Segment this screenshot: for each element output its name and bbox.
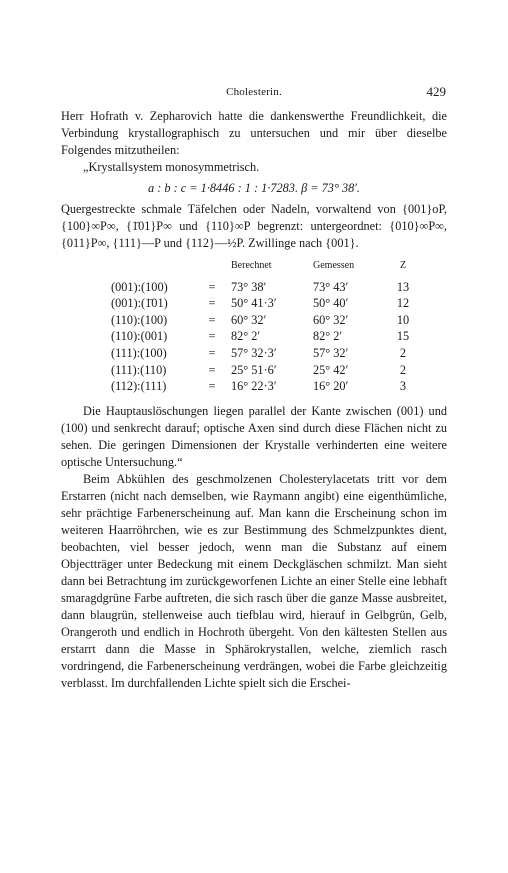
row-count: 10 [396,312,410,327]
row-faces: (110):(100) [111,312,168,327]
header-faces [105,258,199,279]
row-faces: (111):(110) [111,362,167,377]
row-count: 2 [399,345,407,360]
row-measured: 57° 32′ [313,345,349,360]
row-faces: (110):(001) [111,329,168,344]
row-faces: (001):(1̄01) [111,296,168,311]
row-measured: 82° 2′ [313,329,343,344]
row-eq: = [208,345,216,360]
row-count: 2 [399,362,407,377]
header-count: Z [399,260,407,271]
table-row [105,279,423,296]
angle-table-header [105,258,423,279]
row-calculated: 60° 32′ [231,312,267,327]
row-eq: = [208,279,216,294]
row-calculated: 50° 41·3′ [231,296,277,311]
table-row [105,295,423,312]
crystal-system-line: „Krystallsystem monosymmetrisch. [83,160,260,174]
row-measured: 50° 40′ [313,296,349,311]
axis-ratio-formula: a : b : c = 1·8446 : 1 : 1·7283. β = 73° 38′. [147,181,361,195]
optics-paragraph: Die Hauptauslöschungen liegen parallel der Kante zwischen (001) und (100) und senkrecht darauf; optische Axen sind durch diese Flächen nicht zu sehen. Die geringen Dimensionen der Krystalle verhinderten eine weitere optische Untersuchung.“ [61,403,447,469]
row-calculated: 16° 22·3′ [231,379,277,394]
angle-table [105,258,423,395]
page-header [60,84,448,104]
row-calculated: 82° 2′ [231,329,261,344]
table-row [105,362,423,379]
row-faces: (111):(100) [111,345,167,360]
row-eq: = [208,296,216,311]
row-eq: = [208,379,216,394]
row-measured: 25° 42′ [313,362,349,377]
row-faces: (001):(100) [111,279,168,294]
row-count: 12 [396,296,410,311]
row-calculated: 57° 32·3′ [231,345,277,360]
table-row [105,378,423,395]
header-eq [199,258,225,279]
row-measured: 16° 20′ [313,379,349,394]
row-calculated: 25° 51·6′ [231,362,277,377]
table-row [105,328,423,345]
header-calculated: Berechnet [231,260,272,271]
row-faces: (112):(111) [111,379,167,394]
cooling-paragraph: Beim Abkühlen des geschmolzenen Cholesterylacetats tritt vor dem Erstarren (nicht nach demselben, wie Raymann angibt) eine eigenthümliche, sehr prächtige Farbenerscheinung auf. Man kann die Erscheinung schon im weiteren Haarröhrchen, wie es zur Bestimmung des Schmelzpunktes dient, beobachten, viel besser jedoch, wenn man die Substanz auf einem Objectträger unter Bedeckung mit einem Deckgläschen schmilzt. Man sieht dann bei Betrachtung im zurückgeworfenen Lichte an einer Stelle eine lebhaft smaragdgrüne Farbe auftreten, die sich rasch über die ganze Masse ausbreitet, dann blaugrün, stellenweise auch tiefblau wird, hierauf in Gelbgrün, Gelb, Orangeroth und endlich in Hochroth übergeht. Von den kältesten Stellen aus erstarrt dann die Masse in Sphärokrystallen, welche, ziemlich rasch vordringend, die Farbenerscheinung verdrängen, wobei die Farbe gleichzeitig verblasst. Im durchfallenden Lichte spielt sich die Erschei- [61,471,447,690]
row-count: 13 [396,279,410,294]
habit-paragraph: Quergestreckte schmale Täfelchen oder Nadeln, vorwaltend von {001}oP, {100}∞P∞, {1̄01}P∞ und {110}∞P begrenzt: untergeordnet: {010}∞P∞, {011}P∞, {111}—P und {112}—½P. Zwillinge nach {001}. [61,202,447,250]
intro-paragraph: Herr Hofrath v. Zepharovich hatte die dankenswerthe Freundlichkeit, die Verbindung krystallographisch zu untersuchen und mir über dieselbe Folgendes mitzutheilen: [61,109,447,157]
row-measured: 73° 43′ [313,279,349,294]
body-text [61,108,447,692]
row-count: 3 [399,379,407,394]
row-eq: = [208,312,216,327]
running-title: Cholesterin. [226,86,282,98]
row-eq: = [208,329,216,344]
row-calculated: 73° 38′ [231,279,267,294]
row-eq: = [208,362,216,377]
page-number: 429 [426,84,446,99]
row-measured: 60° 32′ [313,312,349,327]
header-measured: Gemessen [313,260,355,271]
table-row [105,345,423,362]
row-count: 15 [396,329,410,344]
table-row [105,312,423,329]
